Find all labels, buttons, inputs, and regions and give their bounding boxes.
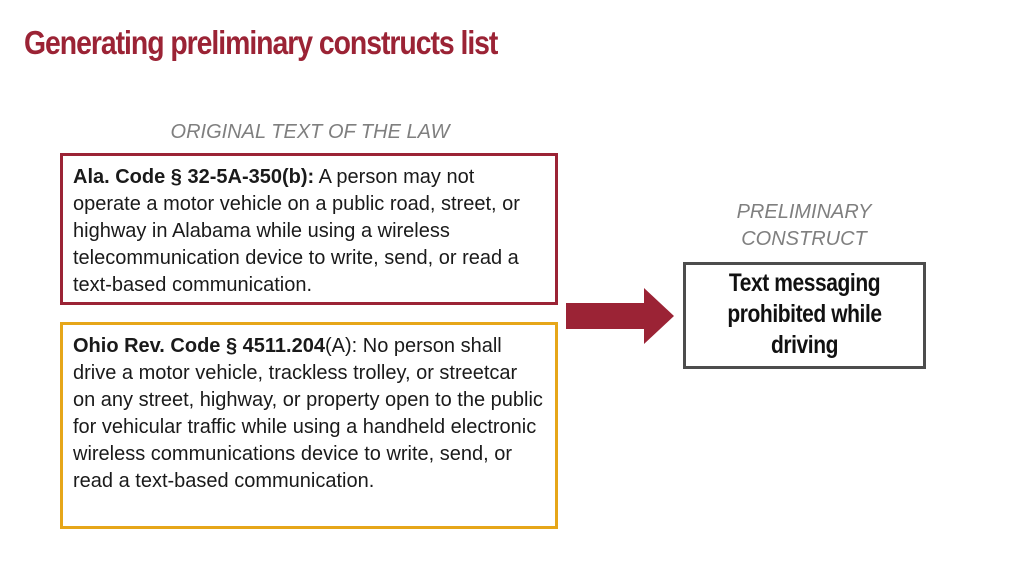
construct-text: Text messaging prohibited while driving bbox=[727, 269, 882, 359]
right-arrow-icon bbox=[566, 288, 676, 344]
alabama-law-text: A person may not operate a motor vehicle on a public road, street, or highway in Alabama while using a wireless telecommunication device to write, send, or read a text-based communication. bbox=[73, 166, 520, 296]
preliminary-construct-label: PRELIMINARY CONSTRUCT bbox=[736, 201, 872, 250]
ohio-law-citation: Ohio Rev. Code § 4511.204 bbox=[73, 335, 325, 357]
construct-box bbox=[683, 262, 926, 369]
slide-title: Generating preliminary constructs list bbox=[24, 24, 498, 61]
alabama-law-citation: Ala. Code § 32-5A-350(b): bbox=[73, 166, 315, 188]
ohio-law-box bbox=[60, 322, 558, 529]
alabama-law-box bbox=[60, 153, 558, 305]
ohio-law-text: No person shall drive a motor vehicle, trackless trolley, or streetcar on any street, highway, or property open to the public for vehicular traffic while using a handheld electronic wireless communications device to write, send, or read a text-based communication. bbox=[73, 335, 543, 492]
original-text-label: ORIGINAL TEXT OF THE LAW bbox=[170, 121, 450, 143]
ohio-law-citation-suffix: (A): bbox=[324, 335, 358, 357]
